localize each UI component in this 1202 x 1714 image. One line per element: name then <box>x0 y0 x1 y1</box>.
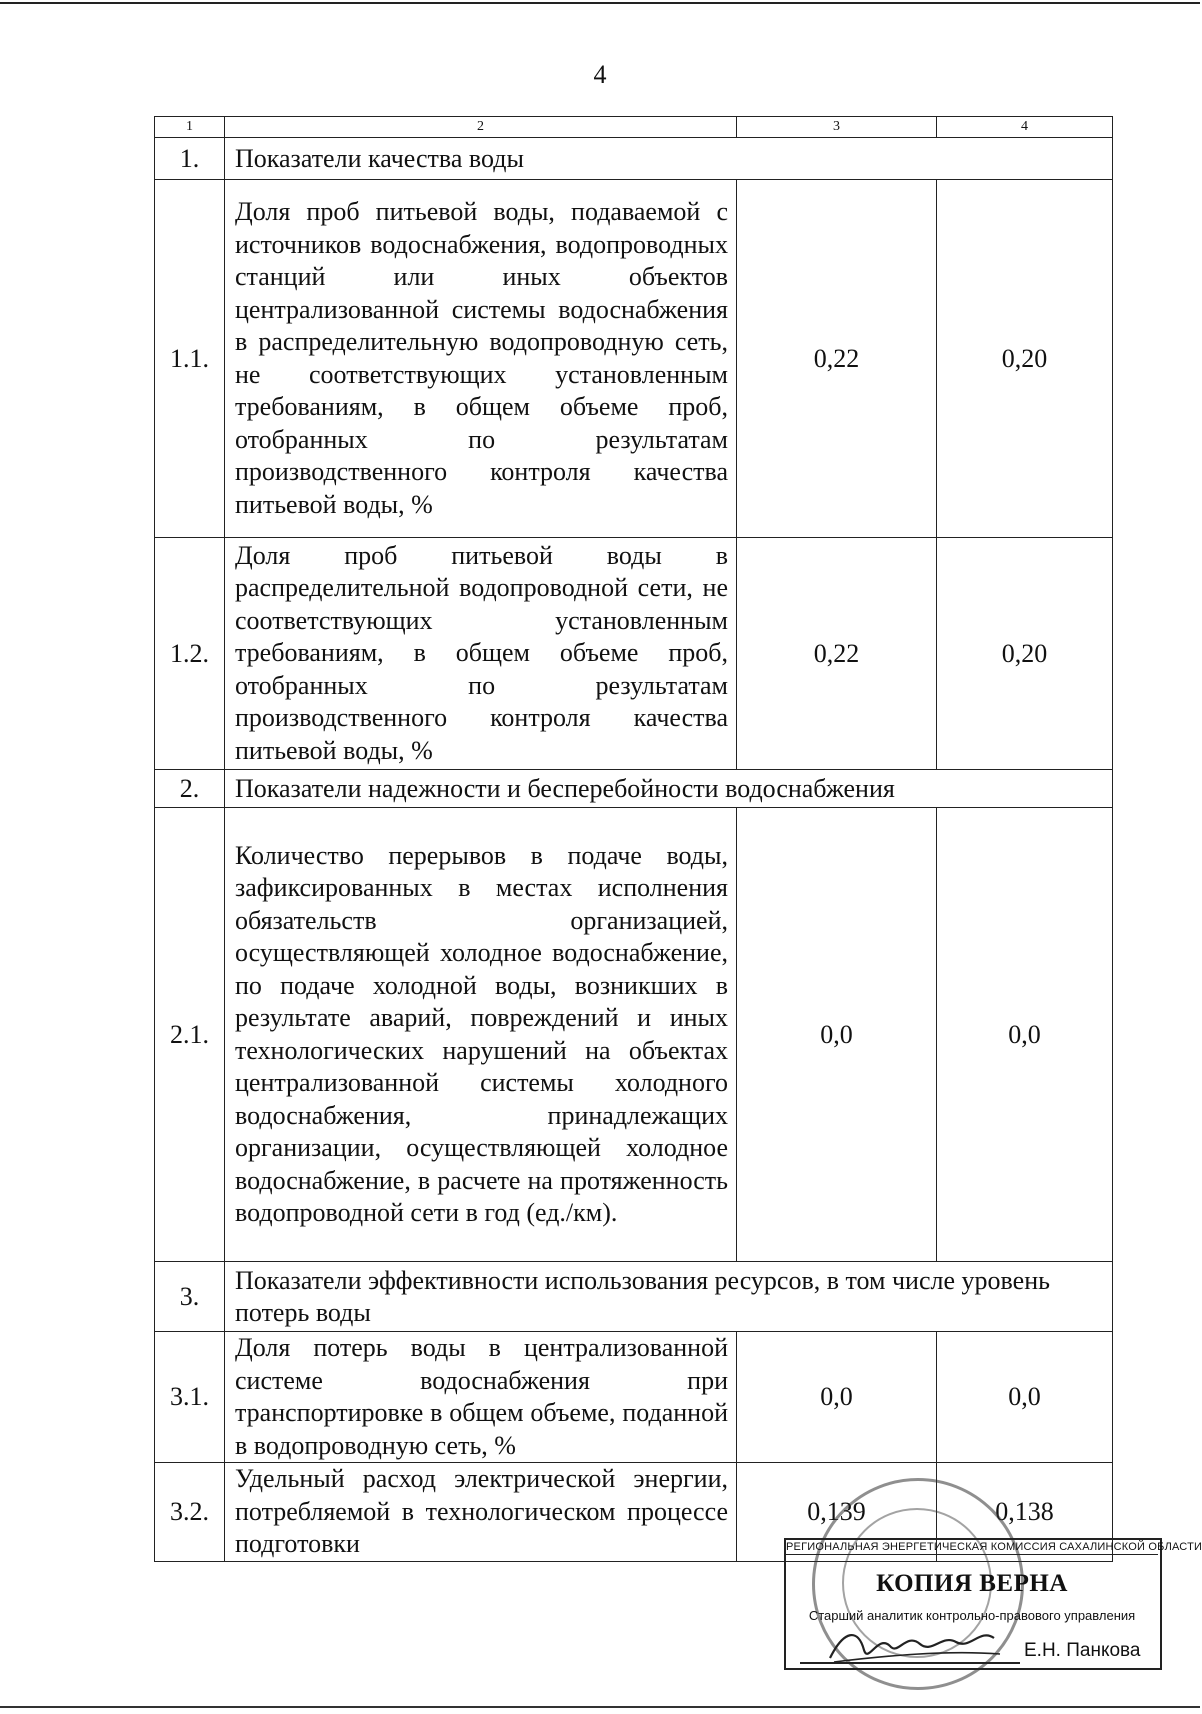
row-value-col3: 0,0 <box>737 808 937 1262</box>
row-number: 2.1. <box>155 808 225 1262</box>
row-value-col4: 0,0 <box>937 1332 1113 1463</box>
row-description: Доля проб питьевой воды, подаваемой с источников водоснабжения, водопроводных станций или иных объектов централизованной системы водоснабжения в распределительную водопроводную сеть, не соответствующих установленным требованиям, в общем объеме проб, отобранных по результатам производственного контроля качества питьевой воды, % <box>225 180 737 538</box>
row-number: 3.2. <box>155 1463 225 1562</box>
row-number: 1.1. <box>155 180 225 538</box>
row-number: 3.1. <box>155 1332 225 1463</box>
row-value-col4: 0,138 <box>937 1463 1113 1562</box>
row-value-col3: 0,139 <box>737 1463 937 1562</box>
section-number: 2. <box>155 770 225 808</box>
section-row <box>155 1262 1113 1332</box>
table-row <box>155 808 1113 1262</box>
row-description: Количество перерывов в подаче воды, зафиксированных в местах исполнения обязательств организацией, осуществляющей холодное водоснабжение, по подаче холодной воды, возникших в результате аварий, повреждений и иных технологических нарушений на объектах централизованной системы холодного водоснабжения, принадлежащих организации, осуществляющей холодное водоснабжение, в расчете на протяженность водопроводной сети в год (ед./км). <box>225 808 737 1262</box>
table-row <box>155 180 1113 538</box>
scan-bottom-edge <box>0 1706 1200 1708</box>
section-title: Показатели надежности и бесперебойности водоснабжения <box>225 770 1113 808</box>
row-description: Удельный расход электрической энергии, потребляемой в технологическом процессе подготовки <box>225 1463 737 1562</box>
row-value-col3: 0,22 <box>737 538 937 770</box>
scan-top-edge <box>0 2 1200 4</box>
header-col-2: 2 <box>225 117 737 138</box>
section-title: Показатели эффективности использования ресурсов, в том числе уровень потерь воды <box>225 1262 1113 1332</box>
section-row <box>155 138 1113 180</box>
table-row <box>155 538 1113 770</box>
row-value-col4: 0,20 <box>937 538 1113 770</box>
indicators-table <box>154 116 1113 1562</box>
signatory-name: Е.Н. Панкова <box>1024 1640 1141 1661</box>
table-header-row <box>155 117 1113 138</box>
signature-line <box>800 1662 1020 1664</box>
row-number: 1.2. <box>155 538 225 770</box>
section-row <box>155 770 1113 808</box>
stamp-title: КОПИЯ ВЕРНА <box>876 1570 1068 1597</box>
row-value-col3: 0,0 <box>737 1332 937 1463</box>
row-value-col4: 0,0 <box>937 808 1113 1262</box>
section-number: 1. <box>155 138 225 180</box>
header-col-1: 1 <box>155 117 225 138</box>
table-row <box>155 1332 1113 1463</box>
header-col-4: 4 <box>937 117 1113 138</box>
row-value-col4: 0,20 <box>937 180 1113 538</box>
section-title: Показатели качества воды <box>225 138 1113 180</box>
stamp-organization: РЕГИОНАЛЬНАЯ ЭНЕРГЕТИЧЕСКАЯ КОМИССИЯ САХАЛИНСКОЙ ОБЛАСТИ <box>786 1541 1202 1553</box>
row-value-col3: 0,22 <box>737 180 937 538</box>
stamp-position: Старший аналитик контрольно-правового управления <box>808 1608 1136 1623</box>
header-col-3: 3 <box>737 117 937 138</box>
row-description: Доля потерь воды в централизованной системе водоснабжения при транспортировке в общем объеме, поданной в водопроводную сеть, % <box>225 1332 737 1463</box>
row-description: Доля проб питьевой воды в распределительной водопроводной сети, не соответствующих установленным требованиям, в общем объеме проб, отобранных по результатам производственного контроля качества питьевой воды, % <box>225 538 737 770</box>
section-number: 3. <box>155 1262 225 1332</box>
page-number: 4 <box>593 60 607 89</box>
